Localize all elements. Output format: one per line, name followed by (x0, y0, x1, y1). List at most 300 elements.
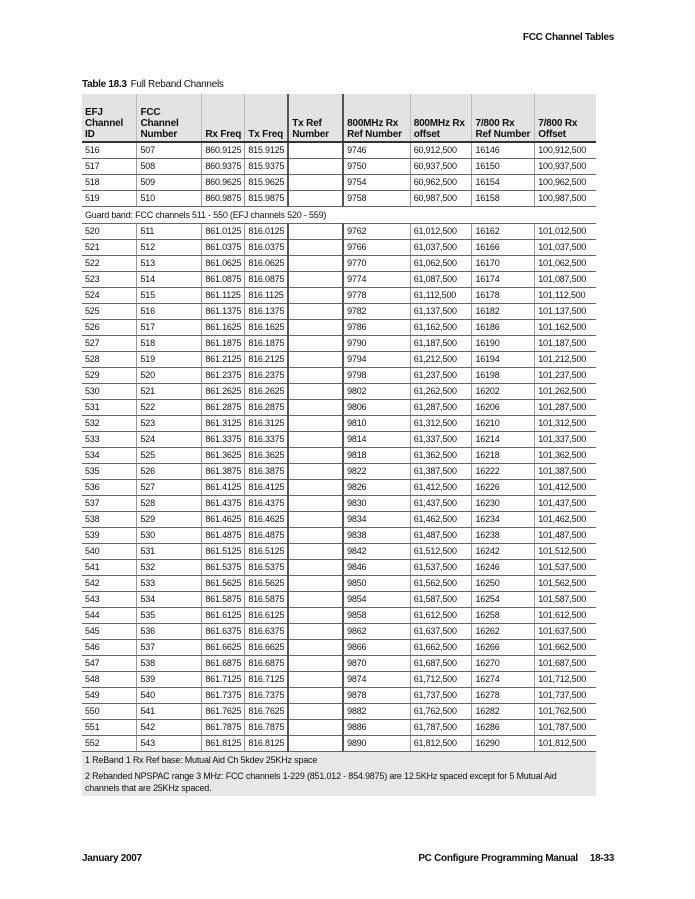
table-cell: 101,262,500 (535, 384, 596, 400)
table-cell: 61,587,500 (410, 592, 472, 608)
table-cell: 543 (82, 592, 137, 608)
table-cell: 101,212,500 (535, 352, 596, 368)
table-cell: 60,962,500 (410, 175, 472, 191)
table-cell: 61,137,500 (410, 304, 472, 320)
table-cell: 9770 (343, 256, 410, 272)
table-row (82, 496, 596, 512)
table-cell: 61,662,500 (410, 640, 472, 656)
table-cell (288, 142, 343, 159)
table-cell: 548 (82, 672, 137, 688)
table-cell: 816.0625 (245, 256, 288, 272)
table-cell: 542 (137, 720, 202, 736)
table-cell: 61,162,500 (410, 320, 472, 336)
table-cell: 861.0375 (202, 240, 245, 256)
table-row (82, 656, 596, 672)
table-cell: 816.7875 (245, 720, 288, 736)
table-cell: 100,937,500 (535, 159, 596, 175)
table-cell: 526 (82, 320, 137, 336)
table-cell: 860.9625 (202, 175, 245, 191)
table-cell: 861.3375 (202, 432, 245, 448)
table-cell: 61,462,500 (410, 512, 472, 528)
table-cell: 530 (137, 528, 202, 544)
table-cell: 101,612,500 (535, 608, 596, 624)
table-cell: 101,237,500 (535, 368, 596, 384)
table-cell: 61,787,500 (410, 720, 472, 736)
table-cell: 16230 (472, 496, 535, 512)
table-cell (288, 640, 343, 656)
table-cell: 16146 (472, 142, 535, 159)
table-cell (288, 656, 343, 672)
table-cell: 9810 (343, 416, 410, 432)
table-cell: 9866 (343, 640, 410, 656)
table-cell: 861.4625 (202, 512, 245, 528)
table-cell (288, 175, 343, 191)
table-cell: 9846 (343, 560, 410, 576)
table-cell: 9806 (343, 400, 410, 416)
table-cell: 101,337,500 (535, 432, 596, 448)
table-cell: 544 (82, 608, 137, 624)
table-cell: 860.9375 (202, 159, 245, 175)
table-cell (288, 159, 343, 175)
table-cell: 861.6125 (202, 608, 245, 624)
table-cell: 861.8125 (202, 736, 245, 752)
table-row (82, 432, 596, 448)
table-cell: 816.7375 (245, 688, 288, 704)
table-cell: 543 (137, 736, 202, 752)
table-number: Table 18.3 (82, 79, 127, 90)
table-cell: 816.6375 (245, 624, 288, 640)
table-cell: 16202 (472, 384, 535, 400)
table-cell (288, 592, 343, 608)
table-cell: 552 (82, 736, 137, 752)
table-cell: 816.4875 (245, 528, 288, 544)
table-cell: 101,487,500 (535, 528, 596, 544)
table-cell: 516 (137, 304, 202, 320)
table-cell: 61,012,500 (410, 224, 472, 240)
table-cell: 9830 (343, 496, 410, 512)
table-cell: 547 (82, 656, 137, 672)
table-cell: 16254 (472, 592, 535, 608)
table-cell: 16198 (472, 368, 535, 384)
table-cell: 16158 (472, 191, 535, 207)
table-cell: 541 (137, 704, 202, 720)
table-row (82, 560, 596, 576)
table-cell: 816.1875 (245, 336, 288, 352)
table-cell: 861.1625 (202, 320, 245, 336)
table-cell: 861.3125 (202, 416, 245, 432)
table-cell: 9838 (343, 528, 410, 544)
table-cell: 519 (82, 191, 137, 207)
table-cell: 101,537,500 (535, 560, 596, 576)
table-cell: 9782 (343, 304, 410, 320)
table-cell: 861.2875 (202, 400, 245, 416)
table-row (82, 544, 596, 560)
guard-band-note: Guard band: FCC channels 511 - 550 (EFJ channels 520 - 559) (82, 207, 596, 224)
table-cell: 861.7625 (202, 704, 245, 720)
channel-table (82, 94, 596, 796)
table-row (82, 320, 596, 336)
table-cell: 9790 (343, 336, 410, 352)
table-cell (288, 400, 343, 416)
table-row (82, 480, 596, 496)
table-cell: 525 (137, 448, 202, 464)
footnote: 1 ReBand 1 Rx Ref base: Mutual Aid Ch 5kdev 25KHz space (82, 752, 596, 769)
table-cell: 101,462,500 (535, 512, 596, 528)
table-cell: 101,137,500 (535, 304, 596, 320)
table-cell: 533 (137, 576, 202, 592)
table-cell: 816.2125 (245, 352, 288, 368)
table-cell: 16214 (472, 432, 535, 448)
column-header: EFJ Channel ID (82, 94, 137, 142)
table-cell: 861.3875 (202, 464, 245, 480)
table-cell: 816.3625 (245, 448, 288, 464)
table-cell: 16174 (472, 272, 535, 288)
table-cell: 860.9875 (202, 191, 245, 207)
table-row (82, 464, 596, 480)
table-row (82, 640, 596, 656)
table-cell: 101,562,500 (535, 576, 596, 592)
table-cell: 861.1125 (202, 288, 245, 304)
table-row (82, 175, 596, 191)
table-cell: 61,812,500 (410, 736, 472, 752)
table-cell: 61,112,500 (410, 288, 472, 304)
table-cell: 816.2625 (245, 384, 288, 400)
table-cell: 9862 (343, 624, 410, 640)
table-cell: 861.7875 (202, 720, 245, 736)
page-number: 18-33 (589, 853, 614, 864)
table-cell (288, 672, 343, 688)
table-row (82, 352, 596, 368)
table-cell (288, 624, 343, 640)
table-cell: 61,062,500 (410, 256, 472, 272)
footer-manual (418, 853, 614, 864)
table-cell: 101,737,500 (535, 688, 596, 704)
column-header: FCC Channel Number (137, 94, 202, 142)
table-cell: 9758 (343, 191, 410, 207)
table-cell: 816.4375 (245, 496, 288, 512)
table-cell: 9766 (343, 240, 410, 256)
table-cell: 101,087,500 (535, 272, 596, 288)
table-cell: 521 (137, 384, 202, 400)
table-cell: 61,362,500 (410, 448, 472, 464)
table-cell: 536 (82, 480, 137, 496)
table-cell: 61,712,500 (410, 672, 472, 688)
table-cell: 538 (137, 656, 202, 672)
table-cell: 9822 (343, 464, 410, 480)
table-cell: 16226 (472, 480, 535, 496)
table-cell: 513 (137, 256, 202, 272)
table-cell: 509 (137, 175, 202, 191)
table-cell: 9802 (343, 384, 410, 400)
table-cell: 61,237,500 (410, 368, 472, 384)
table-cell: 16178 (472, 288, 535, 304)
table-cell: 16162 (472, 224, 535, 240)
footer-date: January 2007 (82, 853, 142, 864)
column-header: Tx Freq (245, 94, 288, 142)
table-cell: 861.4875 (202, 528, 245, 544)
table-cell: 16290 (472, 736, 535, 752)
table-row (82, 624, 596, 640)
table-cell: 16190 (472, 336, 535, 352)
table-cell: 520 (137, 368, 202, 384)
table-cell: 101,412,500 (535, 480, 596, 496)
table-cell: 816.7625 (245, 704, 288, 720)
table-cell: 537 (137, 640, 202, 656)
table-cell: 101,712,500 (535, 672, 596, 688)
table-cell: 523 (82, 272, 137, 288)
table-caption (82, 79, 224, 90)
table-cell: 539 (137, 672, 202, 688)
table-row (82, 224, 596, 240)
table-cell: 536 (137, 624, 202, 640)
table-cell: 16282 (472, 704, 535, 720)
table-cell: 9882 (343, 704, 410, 720)
table-cell: 527 (82, 336, 137, 352)
table-cell: 16182 (472, 304, 535, 320)
table-cell: 61,337,500 (410, 432, 472, 448)
table-cell: 534 (137, 592, 202, 608)
table-cell (288, 528, 343, 544)
table-cell: 861.0125 (202, 224, 245, 240)
table-cell: 524 (82, 288, 137, 304)
table-row (82, 608, 596, 624)
table-cell: 16234 (472, 512, 535, 528)
table-cell: 101,512,500 (535, 544, 596, 560)
table-cell (288, 384, 343, 400)
table-cell (288, 272, 343, 288)
table-cell: 816.6625 (245, 640, 288, 656)
table-cell: 101,587,500 (535, 592, 596, 608)
table-cell: 61,312,500 (410, 416, 472, 432)
table-cell: 16238 (472, 528, 535, 544)
table-cell: 16262 (472, 624, 535, 640)
table-cell: 861.6625 (202, 640, 245, 656)
table-cell: 9798 (343, 368, 410, 384)
table-row (82, 142, 596, 159)
table-cell (288, 224, 343, 240)
table-cell: 9818 (343, 448, 410, 464)
table-row (82, 368, 596, 384)
table-row (82, 256, 596, 272)
table-cell (288, 368, 343, 384)
table-cell: 541 (82, 560, 137, 576)
table-cell: 529 (137, 512, 202, 528)
table-cell (288, 464, 343, 480)
table-cell: 16250 (472, 576, 535, 592)
table-cell: 16266 (472, 640, 535, 656)
table-cell: 861.5875 (202, 592, 245, 608)
table-cell: 861.0625 (202, 256, 245, 272)
table-cell: 861.2625 (202, 384, 245, 400)
table-cell: 101,437,500 (535, 496, 596, 512)
table-cell: 524 (137, 432, 202, 448)
table-cell: 61,612,500 (410, 608, 472, 624)
table-cell: 101,187,500 (535, 336, 596, 352)
table-cell: 61,187,500 (410, 336, 472, 352)
table-cell: 530 (82, 384, 137, 400)
column-header: 800MHz Rx Ref Number (343, 94, 410, 142)
table-cell: 539 (82, 528, 137, 544)
table-cell: 16194 (472, 352, 535, 368)
table-row (82, 720, 596, 736)
table-cell: 512 (137, 240, 202, 256)
table-cell: 816.5875 (245, 592, 288, 608)
table-cell: 532 (82, 416, 137, 432)
table-cell: 861.1875 (202, 336, 245, 352)
table-cell: 816.1625 (245, 320, 288, 336)
table-cell: 16150 (472, 159, 535, 175)
table-row (82, 304, 596, 320)
table-cell: 550 (82, 704, 137, 720)
table-cell: 861.3625 (202, 448, 245, 464)
table-cell: 816.3875 (245, 464, 288, 480)
table-cell: 61,087,500 (410, 272, 472, 288)
table-cell (288, 256, 343, 272)
table-cell: 520 (82, 224, 137, 240)
table-cell: 861.2375 (202, 368, 245, 384)
table-cell (288, 288, 343, 304)
table-cell: 815.9875 (245, 191, 288, 207)
table-cell (288, 576, 343, 592)
table-cell: 61,537,500 (410, 560, 472, 576)
table-cell: 9886 (343, 720, 410, 736)
table-cell (288, 720, 343, 736)
table-cell: 816.2375 (245, 368, 288, 384)
table-cell: 9834 (343, 512, 410, 528)
table-cell: 101,387,500 (535, 464, 596, 480)
table-cell: 16186 (472, 320, 535, 336)
column-header: 7/800 Rx Offset (535, 94, 596, 142)
table-cell: 60,987,500 (410, 191, 472, 207)
table-cell: 518 (137, 336, 202, 352)
table-cell: 100,987,500 (535, 191, 596, 207)
table-cell: 528 (137, 496, 202, 512)
table-cell: 510 (137, 191, 202, 207)
table-cell: 9842 (343, 544, 410, 560)
table-cell: 861.7375 (202, 688, 245, 704)
table-cell: 861.5375 (202, 560, 245, 576)
table-cell: 101,637,500 (535, 624, 596, 640)
table-cell: 816.4625 (245, 512, 288, 528)
table-cell: 861.1375 (202, 304, 245, 320)
table-cell: 861.5125 (202, 544, 245, 560)
table-cell: 816.5125 (245, 544, 288, 560)
table-cell: 61,412,500 (410, 480, 472, 496)
table-cell: 61,262,500 (410, 384, 472, 400)
table-row (82, 448, 596, 464)
table-cell: 61,437,500 (410, 496, 472, 512)
table-cell: 816.1375 (245, 304, 288, 320)
table-cell: 816.8125 (245, 736, 288, 752)
table-cell: 9778 (343, 288, 410, 304)
table-cell: 511 (137, 224, 202, 240)
table-cell: 16274 (472, 672, 535, 688)
table-cell: 16166 (472, 240, 535, 256)
table-cell: 815.9125 (245, 142, 288, 159)
table-cell: 101,762,500 (535, 704, 596, 720)
table-cell: 9754 (343, 175, 410, 191)
table-cell (288, 736, 343, 752)
table-row (82, 736, 596, 752)
table-cell: 16242 (472, 544, 535, 560)
table-cell: 61,737,500 (410, 688, 472, 704)
table-cell: 61,687,500 (410, 656, 472, 672)
table-cell: 815.9375 (245, 159, 288, 175)
table-cell: 522 (82, 256, 137, 272)
table-cell: 861.0875 (202, 272, 245, 288)
table-cell: 61,212,500 (410, 352, 472, 368)
table-cell: 101,287,500 (535, 400, 596, 416)
table-cell: 101,012,500 (535, 224, 596, 240)
table-cell: 9774 (343, 272, 410, 288)
table-cell: 861.2125 (202, 352, 245, 368)
table-cell: 542 (82, 576, 137, 592)
table-cell: 529 (82, 368, 137, 384)
table-cell: 101,112,500 (535, 288, 596, 304)
table-cell: 861.5625 (202, 576, 245, 592)
table-cell: 101,812,500 (535, 736, 596, 752)
table-cell: 16210 (472, 416, 535, 432)
table-cell (288, 496, 343, 512)
table-cell (288, 704, 343, 720)
table-cell: 527 (137, 480, 202, 496)
table-cell: 532 (137, 560, 202, 576)
table-row (82, 336, 596, 352)
table-row (82, 159, 596, 175)
table-row (82, 191, 596, 207)
table-cell: 9746 (343, 142, 410, 159)
table-cell: 545 (82, 624, 137, 640)
table-row (82, 384, 596, 400)
table-cell: 61,287,500 (410, 400, 472, 416)
table-cell: 514 (137, 272, 202, 288)
table-cell: 101,787,500 (535, 720, 596, 736)
table-cell: 861.7125 (202, 672, 245, 688)
table-cell: 519 (137, 352, 202, 368)
table-cell: 540 (82, 544, 137, 560)
table-cell: 860.9125 (202, 142, 245, 159)
table-row (82, 576, 596, 592)
table-cell (288, 191, 343, 207)
footnote: 2 Rebanded NPSPAC range 3 MHz: FCC channels 1-229 (851.012 - 854.9875) are 12.5KHz spaced except for 5 Mutual Aid channels that are 25KHz spaced. (82, 768, 596, 796)
table-cell: 816.6875 (245, 656, 288, 672)
table-cell: 507 (137, 142, 202, 159)
table-cell: 523 (137, 416, 202, 432)
table-cell: 517 (137, 320, 202, 336)
running-header: FCC Channel Tables (522, 32, 614, 43)
table-cell: 816.1125 (245, 288, 288, 304)
table-cell: 61,762,500 (410, 704, 472, 720)
table-title: Full Reband Channels (130, 79, 224, 90)
table-cell: 9850 (343, 576, 410, 592)
column-header: Tx Ref Number (288, 94, 343, 142)
table-cell: 551 (82, 720, 137, 736)
table-cell: 16154 (472, 175, 535, 191)
table-cell: 9854 (343, 592, 410, 608)
table-cell (288, 560, 343, 576)
table-row (82, 688, 596, 704)
table-cell: 816.4125 (245, 480, 288, 496)
table-cell: 549 (82, 688, 137, 704)
table-cell: 100,912,500 (535, 142, 596, 159)
table-cell: 531 (82, 400, 137, 416)
table-cell: 515 (137, 288, 202, 304)
table-cell: 9814 (343, 432, 410, 448)
table-cell: 535 (82, 464, 137, 480)
table-row (82, 528, 596, 544)
table-cell: 516 (82, 142, 137, 159)
table-cell (288, 448, 343, 464)
